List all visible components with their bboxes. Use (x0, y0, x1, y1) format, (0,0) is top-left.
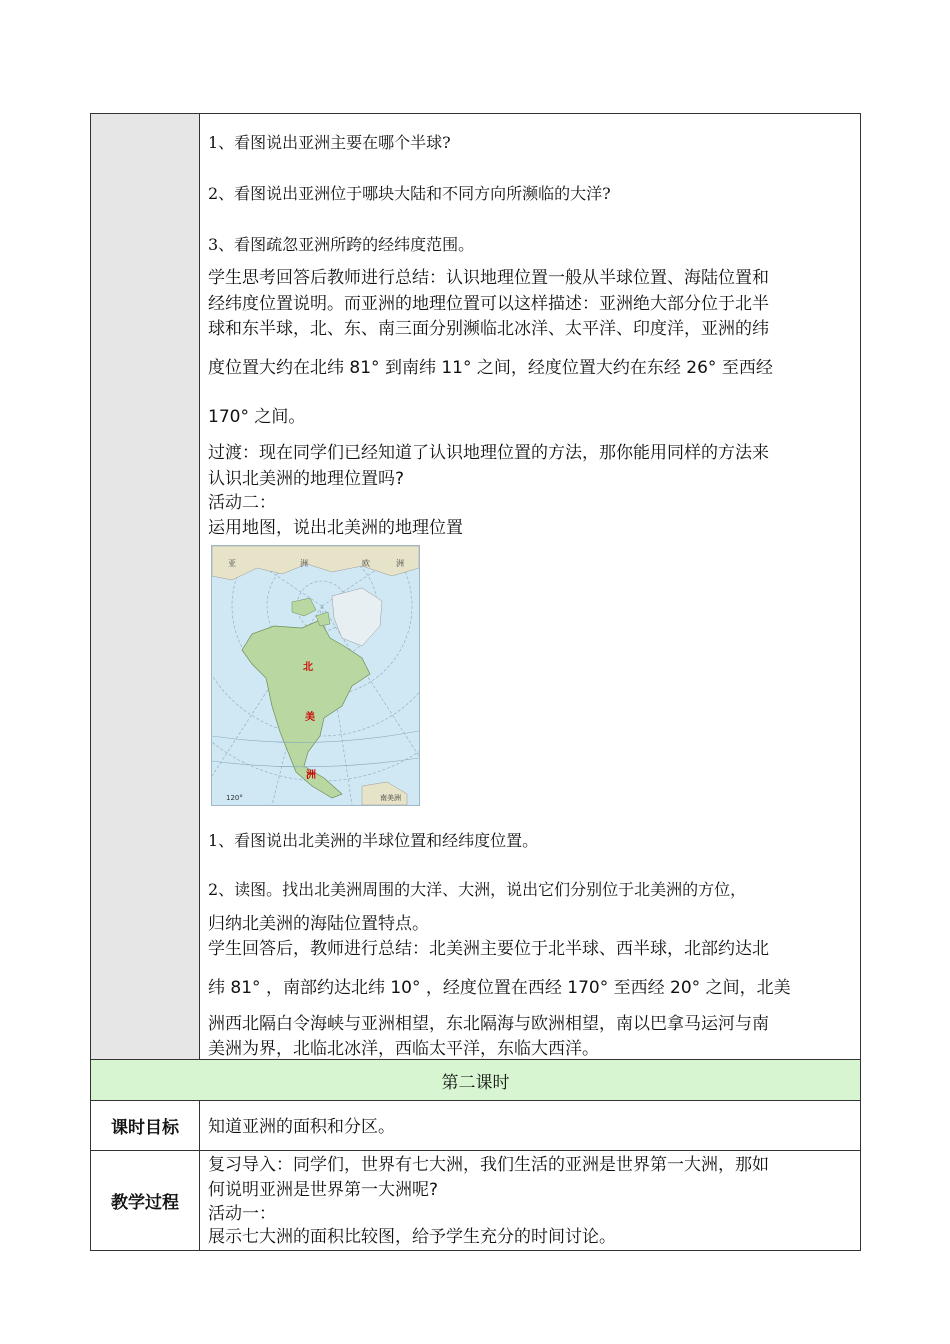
summary-line: 度位置大约在北纬 81° 到南纬 11° 之间，经度位置大约在东经 26° 至西经 (208, 358, 773, 378)
na-summary-line: 美洲为界，北临北冰洋，西临太平洋，东临大西洋。 (208, 1039, 599, 1059)
row-divider (90, 1150, 861, 1151)
left-column-shading (91, 114, 199, 1059)
question-2: 2、看图说出亚洲位于哪块大陆和不同方向所濒临的大洋? (208, 184, 611, 203)
summary-line: 学生思考回答后教师进行总结：认识地理位置一般从半球位置、海陆位置和 (208, 268, 769, 288)
na-summary-line: 纬 81° ，南部约达北纬 10° ，经度位置在西经 170° 至西经 20° 之间，北美 (208, 978, 791, 998)
process-line: 复习导入：同学们，世界有七大洲，我们生活的亚洲是世界第一大洲，那如 (208, 1155, 769, 1175)
summary-line: 经纬度位置说明。而亚洲的地理位置可以这样描述：亚洲绝大部分位于北半 (208, 294, 769, 314)
na-question-1: 1、看图说出北美洲的半球位置和经纬度位置。 (208, 831, 539, 850)
map-label-europe: 欧 (362, 559, 370, 568)
goal-text: 知道亚洲的面积和分区。 (208, 1117, 395, 1137)
process-line: 活动一： (208, 1204, 276, 1224)
process-label: 教学过程 (111, 1193, 179, 1213)
map-label-europe-2: 洲 (396, 559, 404, 568)
map-label-zhou: 洲 (306, 770, 316, 781)
question-3: 3、看图疏忽亚洲所跨的经纬度范围。 (208, 235, 475, 254)
row-divider (90, 1100, 861, 1101)
section-title: 第二课时 (441, 1073, 510, 1093)
map-label-bei: 北 (303, 662, 313, 673)
na-question-2b: 归纳北美洲的海陆位置特点。 (208, 914, 429, 934)
activity-heading: 活动二： (208, 493, 276, 513)
activity-task: 运用地图，说出北美洲的地理位置 (208, 518, 463, 538)
transition-line: 过渡：现在同学们已经知道了认识地理位置的方法，那你能用同样的方法来 (208, 443, 769, 463)
na-summary-line: 洲西北隔白令海峡与亚洲相望，东北隔海与欧洲相望，南以巴拿马运河与南 (208, 1014, 769, 1034)
na-summary-line: 学生回答后，教师进行总结：北美洲主要位于北半球、西半球，北部约达北 (208, 939, 769, 959)
process-line: 何说明亚洲是世界第一大洲呢? (208, 1180, 439, 1200)
process-line: 展示七大洲的面积比较图，给予学生充分的时间讨论。 (208, 1227, 616, 1247)
map-label-south-america: 南美洲 (380, 794, 401, 802)
question-1: 1、看图说出亚洲主要在哪个半球? (208, 133, 451, 152)
map-label-asia: 亚 (228, 559, 236, 568)
na-question-2: 2、读图。找出北美洲周围的大洋、大洲，说出它们分别位于北美洲的方位， (208, 880, 747, 899)
goal-label: 课时目标 (111, 1118, 179, 1138)
summary-line: 170° 之间。 (208, 407, 306, 427)
column-divider (199, 113, 200, 1060)
column-divider (199, 1100, 200, 1251)
map-label-mei: 美 (305, 712, 315, 723)
summary-line: 球和东半球，北、东、南三面分别濒临北冰洋、太平洋、印度洋，亚洲的纬 (208, 319, 769, 339)
map-label-lat: 120° (226, 794, 243, 802)
transition-line: 认识北美洲的地理位置吗? (208, 469, 405, 489)
north-america-map (211, 545, 420, 806)
map-label-asia-2: 洲 (300, 559, 308, 568)
